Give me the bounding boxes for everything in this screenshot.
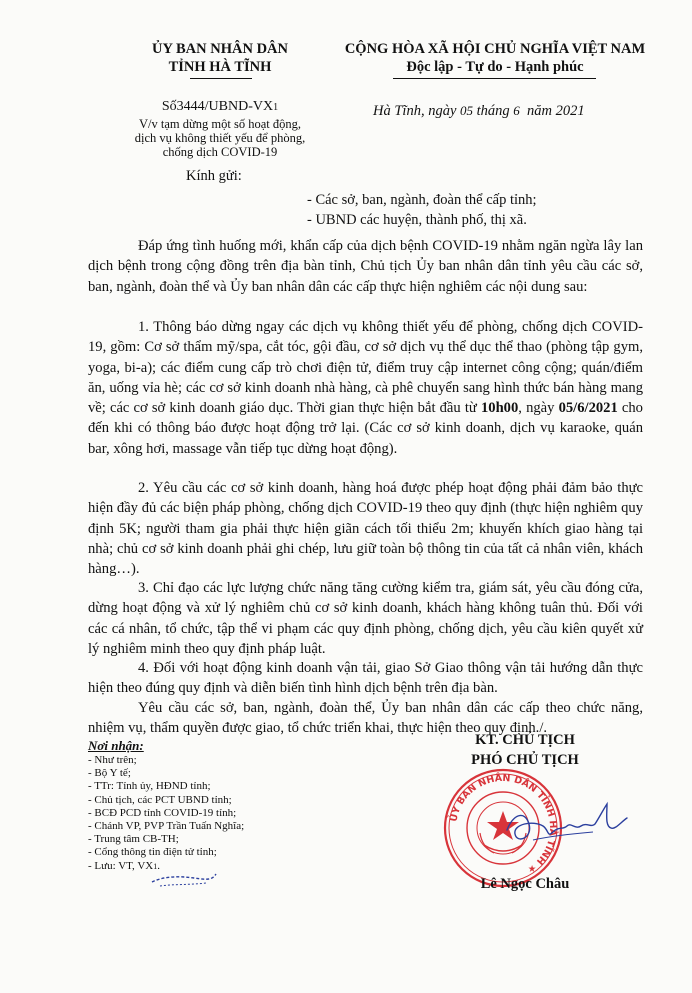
recipient-item: - BCĐ PCD tỉnh COVID-19 tỉnh; [88,806,237,819]
paragraph-3: 3. Chỉ đạo các lực lượng chức năng tăng cường kiểm tra, giám sát, yêu cầu đóng cửa, dừng hoạt động và xử lý nghiêm chủ cơ sở kinh doanh, khách hàng không tuân thủ. Đối với các cá nhân, tổ chức, tập thể vi phạm các quy định phòng, chống dịch, yêu cầu kiên quyết xử lý nghiêm minh theo quy định pháp luật. [88,580,643,657]
recipient-item: - Chánh VP, PVP Trần Tuấn Nghĩa; [88,820,245,833]
org-underline [190,78,252,79]
signature-line1: KT. CHỦ TỊCH [475,732,575,748]
issue-date: Hà Tĩnh, ngày 05 tháng 6 năm 2021 [373,103,585,119]
recipient-item: - Cổng thông tin điện tử tỉnh; [88,846,217,859]
org-name-line1: ỦY BAN NHÂN DÂN [151,41,288,57]
closing-paragraph: Yêu cầu các sở, ban, ngành, đoàn thể, Ủy ban nhân dân các cấp theo chức năng, nhiệm vụ, thẩm quyền được giao, tổ chức triển khai, thực hiện theo quy định./. [88,700,643,737]
paragraph-2: 2. Yêu cầu các cơ sở kinh doanh, hàng hoá được phép hoạt động phải đảm bảo thực hiện đầy đủ các biện pháp phòng, chống dịch COVID-19 theo quy định (thực hiện nghiêm quy định 5K; người tham gia phải thực hiện giãn cách tối thiểu 2m; khuyến khích giao hàng tại nhà; chủ cơ sở kinh doanh phải ghi chép, lưu giữ toàn bộ thông tin của tất cả nhân viên, khách hàng…). [88,480,643,578]
national-title [310,40,680,76]
addressee-item: - UBND các huyện, thành phố, thị xã. [307,212,527,228]
recipients-block [88,738,244,873]
svg-text:ỦY BAN NHÂN DÂN TỈNH HÀ TĨNH ★: ỦY BAN NHÂN DÂN TỈNH HÀ TĨNH ★ [448,772,559,876]
paragraph-4: 4. Đối với hoạt động kinh doanh vận tải, giao Sở Giao thông vận tải hướng dẫn thực hiện theo đúng quy định và diễn biến tình hình dịch bệnh trên địa bàn. [88,660,643,697]
org-name-line2: TỈNH HÀ TĨNH [168,59,272,75]
doc-number: Số3444/UBND-VX1 [161,99,279,114]
recipients-label: Nơi nhận: [88,738,144,753]
addressee-item: - Các sở, ban, ngành, đoàn thể cấp tỉnh; [307,192,537,208]
recipient-item: - Lưu: VT, VX1. [88,859,160,872]
motto-underline [393,78,596,79]
recipient-item: - Chủ tịch, các PCT UBND tỉnh; [88,793,232,806]
addressee-label: Kính gửi: [186,168,242,184]
nation-line2: Độc lập - Tự do - Hạnh phúc [406,59,584,75]
paragraph-1: 1. Thông báo dừng ngay các dịch vụ không thiết yếu để phòng, chống dịch COVID-19, gồm: Cơ sở thẩm mỹ/spa, cắt tóc, gội đầu, cơ sở dịch vụ thể dục thể thao (phòng tập gym, yoga, bi-a); các điểm cung cấp trò chơi điện tử, điểm truy cập internet công cộng; quán/điểm ăn, uống vỉa hè; các cơ sở kinh doanh nhà hàng, cà phê chuyển sang hình thức bán hàng mang về; các cơ sở kinh doanh giáo dục. Thời gian thực hiện bắt đầu từ 10h00, ngày 05/6/2021 cho đến khi có thông báo được hoạt động trở lại. (Các cơ sở kinh doanh, dịch vụ karaoke, quán bar, xông hơi, massage vẫn tiếp tục dừng hoạt động). [88,319,643,457]
recipient-item: - Như trên; [88,754,137,766]
handwritten-signature [503,800,633,860]
signature-title [440,730,610,770]
date-day: 05 [460,103,473,118]
subject-block: V/v tạm dừng một số hoạt động, dịch vụ không thiết yếu để phòng, chống dịch COVID-19 [134,117,306,159]
date-month: 6 [513,103,520,118]
initials-mark-icon [150,866,220,890]
issuing-authority [100,40,340,76]
start-date: 05/6/2021 [558,400,618,417]
signature-line2: PHÓ CHỦ TỊCH [471,752,579,768]
recipient-item: - Bộ Y tế; [88,767,131,780]
doc-number-value: 3444 [176,99,205,114]
intro-paragraph: Đáp ứng tình huống mới, khẩn cấp của dịch bệnh COVID-19 nhằm ngăn ngừa lây lan dịch bệnh trong cộng đồng trên địa bàn tỉnh, Chủ tịch Ủy ban nhân dân tỉnh yêu cầu các sở, ban, ngành, đoàn thể và Ủy ban nhân dân các cấp thực hiện nghiêm các nội dung sau: [88,238,643,295]
recipient-item: - TTr: Tỉnh ủy, HĐND tỉnh; [88,780,211,793]
start-time: 10h00 [480,400,519,417]
recipient-item: - Trung tâm CB-TH; [88,833,179,846]
addressee-list [307,190,537,230]
signer-name: Lê Ngọc Châu [480,876,570,892]
nation-line1: CỘNG HÒA XÃ HỘI CHỦ NGHĨA VIỆT NAM [344,41,646,57]
